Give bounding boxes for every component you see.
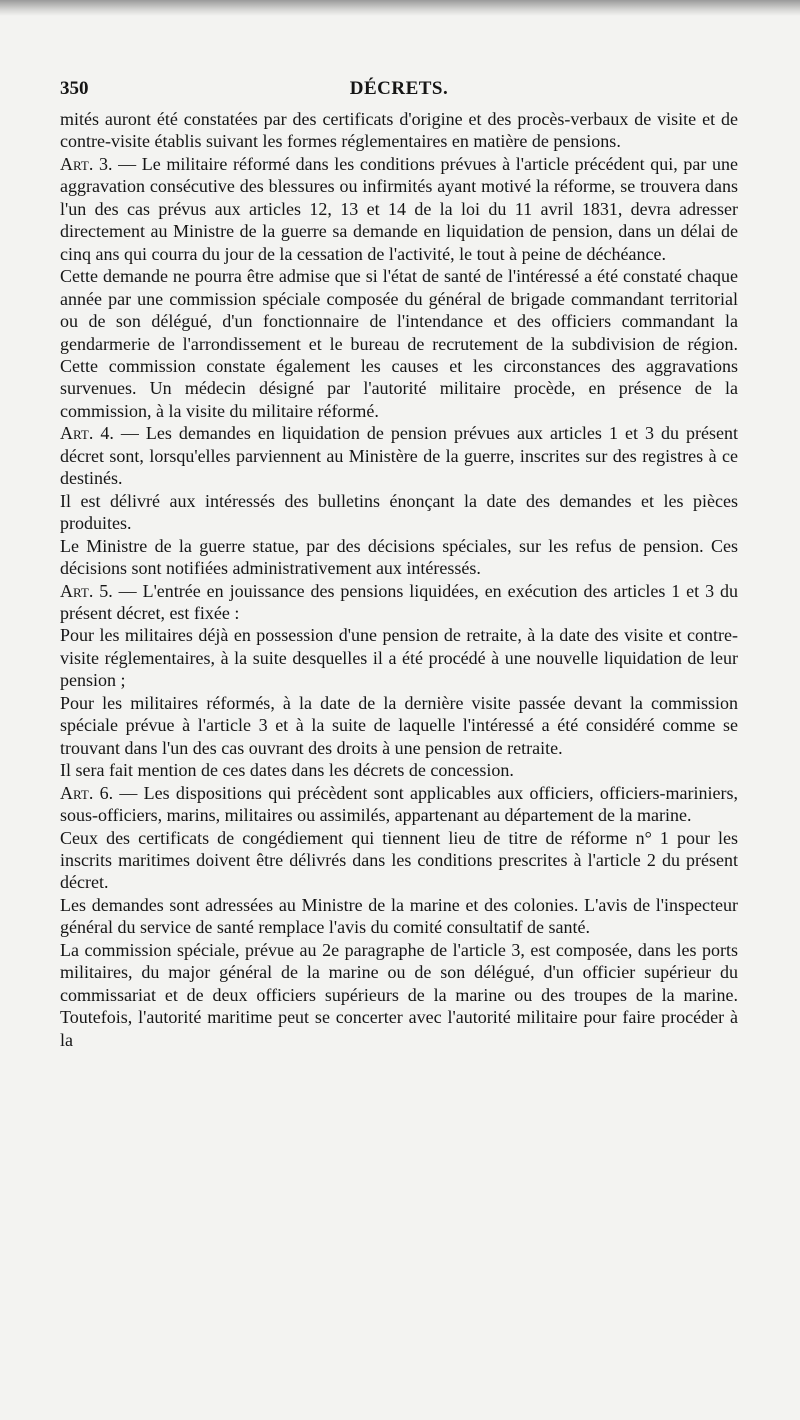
article-label: Art. 3. — [60, 153, 113, 174]
paragraph-text: Il est délivré aux intéressés des bulletins énonçant la date des demandes et les pièces produites. — [60, 490, 738, 534]
page-number: 350 — [60, 78, 89, 99]
running-head — [60, 74, 738, 108]
paragraph — [60, 422, 738, 489]
paragraph-text: Les demandes sont adressées au Ministre de la marine et des colonies. L'avis de l'inspecteur général du service de santé remplace l'avis du comité consultatif de santé. — [60, 894, 738, 938]
paragraph-text: Pour les militaires réformés, à la date de la dernière visite passée devant la commission spéciale prévue à l'article 3 et à la suite de laquelle l'intéressé a été considéré comme se trouvant dans l'un des cas ouvrant des droits à une pension de retraite. — [60, 692, 738, 758]
paragraph — [60, 490, 738, 535]
paragraph — [60, 580, 738, 625]
article-label: Art. 5. — [60, 580, 113, 601]
paragraph — [60, 692, 738, 759]
body-text — [60, 108, 738, 1051]
article-label: Art. 4. — [60, 423, 114, 444]
paragraph-text: Ceux des certificats de congédiement qui tiennent lieu de titre de réforme n° 1 pour les inscrits maritimes doivent être délivrés dans les conditions prescrites à l'article 2 du présent décret. — [60, 827, 738, 893]
article-label: Art. 6. — [60, 782, 114, 803]
paragraph-text: mités auront été constatées par des certificats d'origine et des procès-verbaux de visite et de contre-visite établis suivant les formes réglementaires en matière de pensions. — [60, 109, 738, 152]
paragraph — [60, 624, 738, 691]
running-title: DÉCRETS. — [349, 78, 449, 99]
paragraph — [60, 535, 738, 580]
paragraph — [60, 153, 738, 265]
document-page — [60, 74, 738, 1051]
paragraph — [60, 782, 738, 827]
paragraph-text: Cette demande ne pourra être admise que si l'état de santé de l'intéressé a été constaté chaque année par une commission spéciale composée du général de brigade commandant territorial ou de son délégué, d'un fonctionnaire de l'intendance et des officiers commandant la gendarmerie de l'arrondissement et le bureau de recrutement de la subdivision de région. Cette commission constate également les causes et les circonstances des aggravations survenues. Un médecin désigné par l'autorité militaire procède, en présence de la commission, à la visite du militaire réformé. — [60, 266, 738, 421]
paragraph — [60, 939, 738, 1051]
paragraph — [60, 894, 738, 939]
paragraph-text: — Les demandes en liquidation de pension prévues aux articles 1 et 3 du présent décret sont, lorsqu'elles parviennent au Ministère de la guerre, inscrites sur des registres à ce destinés. — [60, 423, 738, 489]
paragraph — [60, 759, 738, 781]
paragraph — [60, 265, 738, 422]
paragraph-text: Le Ministre de la guerre statue, par des décisions spéciales, sur les refus de pension. Ces décisions sont notifiées administrativement aux intéressés. — [60, 535, 738, 579]
paragraph-text: Il sera fait mention de ces dates dans les décrets de concession. — [60, 760, 514, 781]
paragraph — [60, 827, 738, 894]
paragraph — [60, 108, 738, 153]
paragraph-text: — L'entrée en jouissance des pensions liquidées, en exécution des articles 1 et 3 du présent décret, est fixée : — [60, 580, 738, 623]
scan-edge — [0, 0, 800, 16]
paragraph-text: La commission spéciale, prévue au 2e paragraphe de l'article 3, est composée, dans les ports militaires, du major général de la marine ou de son délégué, d'un officier supérieur du commissariat et de deux officiers supérieurs de la marine ou des troupes de la marine. Toutefois, l'autorité maritime peut se concerter avec l'autorité militaire pour faire procéder à la — [60, 939, 738, 1050]
paragraph-text: Pour les militaires déjà en possession d'une pension de retraite, à la date des visite et contre-visite réglementaires, à la suite desquelles il a été procédé à une nouvelle liquidation de leur pension ; — [60, 625, 738, 691]
paragraph-text: — Les dispositions qui précèdent sont applicables aux officiers, officiers-mariniers, sous-officiers, marins, militaires ou assimilés, appartenant au département de la marine. — [60, 782, 738, 826]
paragraph-text: — Le militaire réformé dans les conditions prévues à l'article précédent qui, par une aggravation consécutive des blessures ou infirmités ayant motivé la réforme, se trouvera dans l'un des cas prévus aux articles 12, 13 et 14 de la loi du 11 avril 1831, devra adresser directement au Ministre de la guerre sa demande en liquidation de pension, dans un délai de cinq ans qui courra du jour de la cessation de l'activité, le tout à peine de déchéance. — [60, 153, 738, 264]
